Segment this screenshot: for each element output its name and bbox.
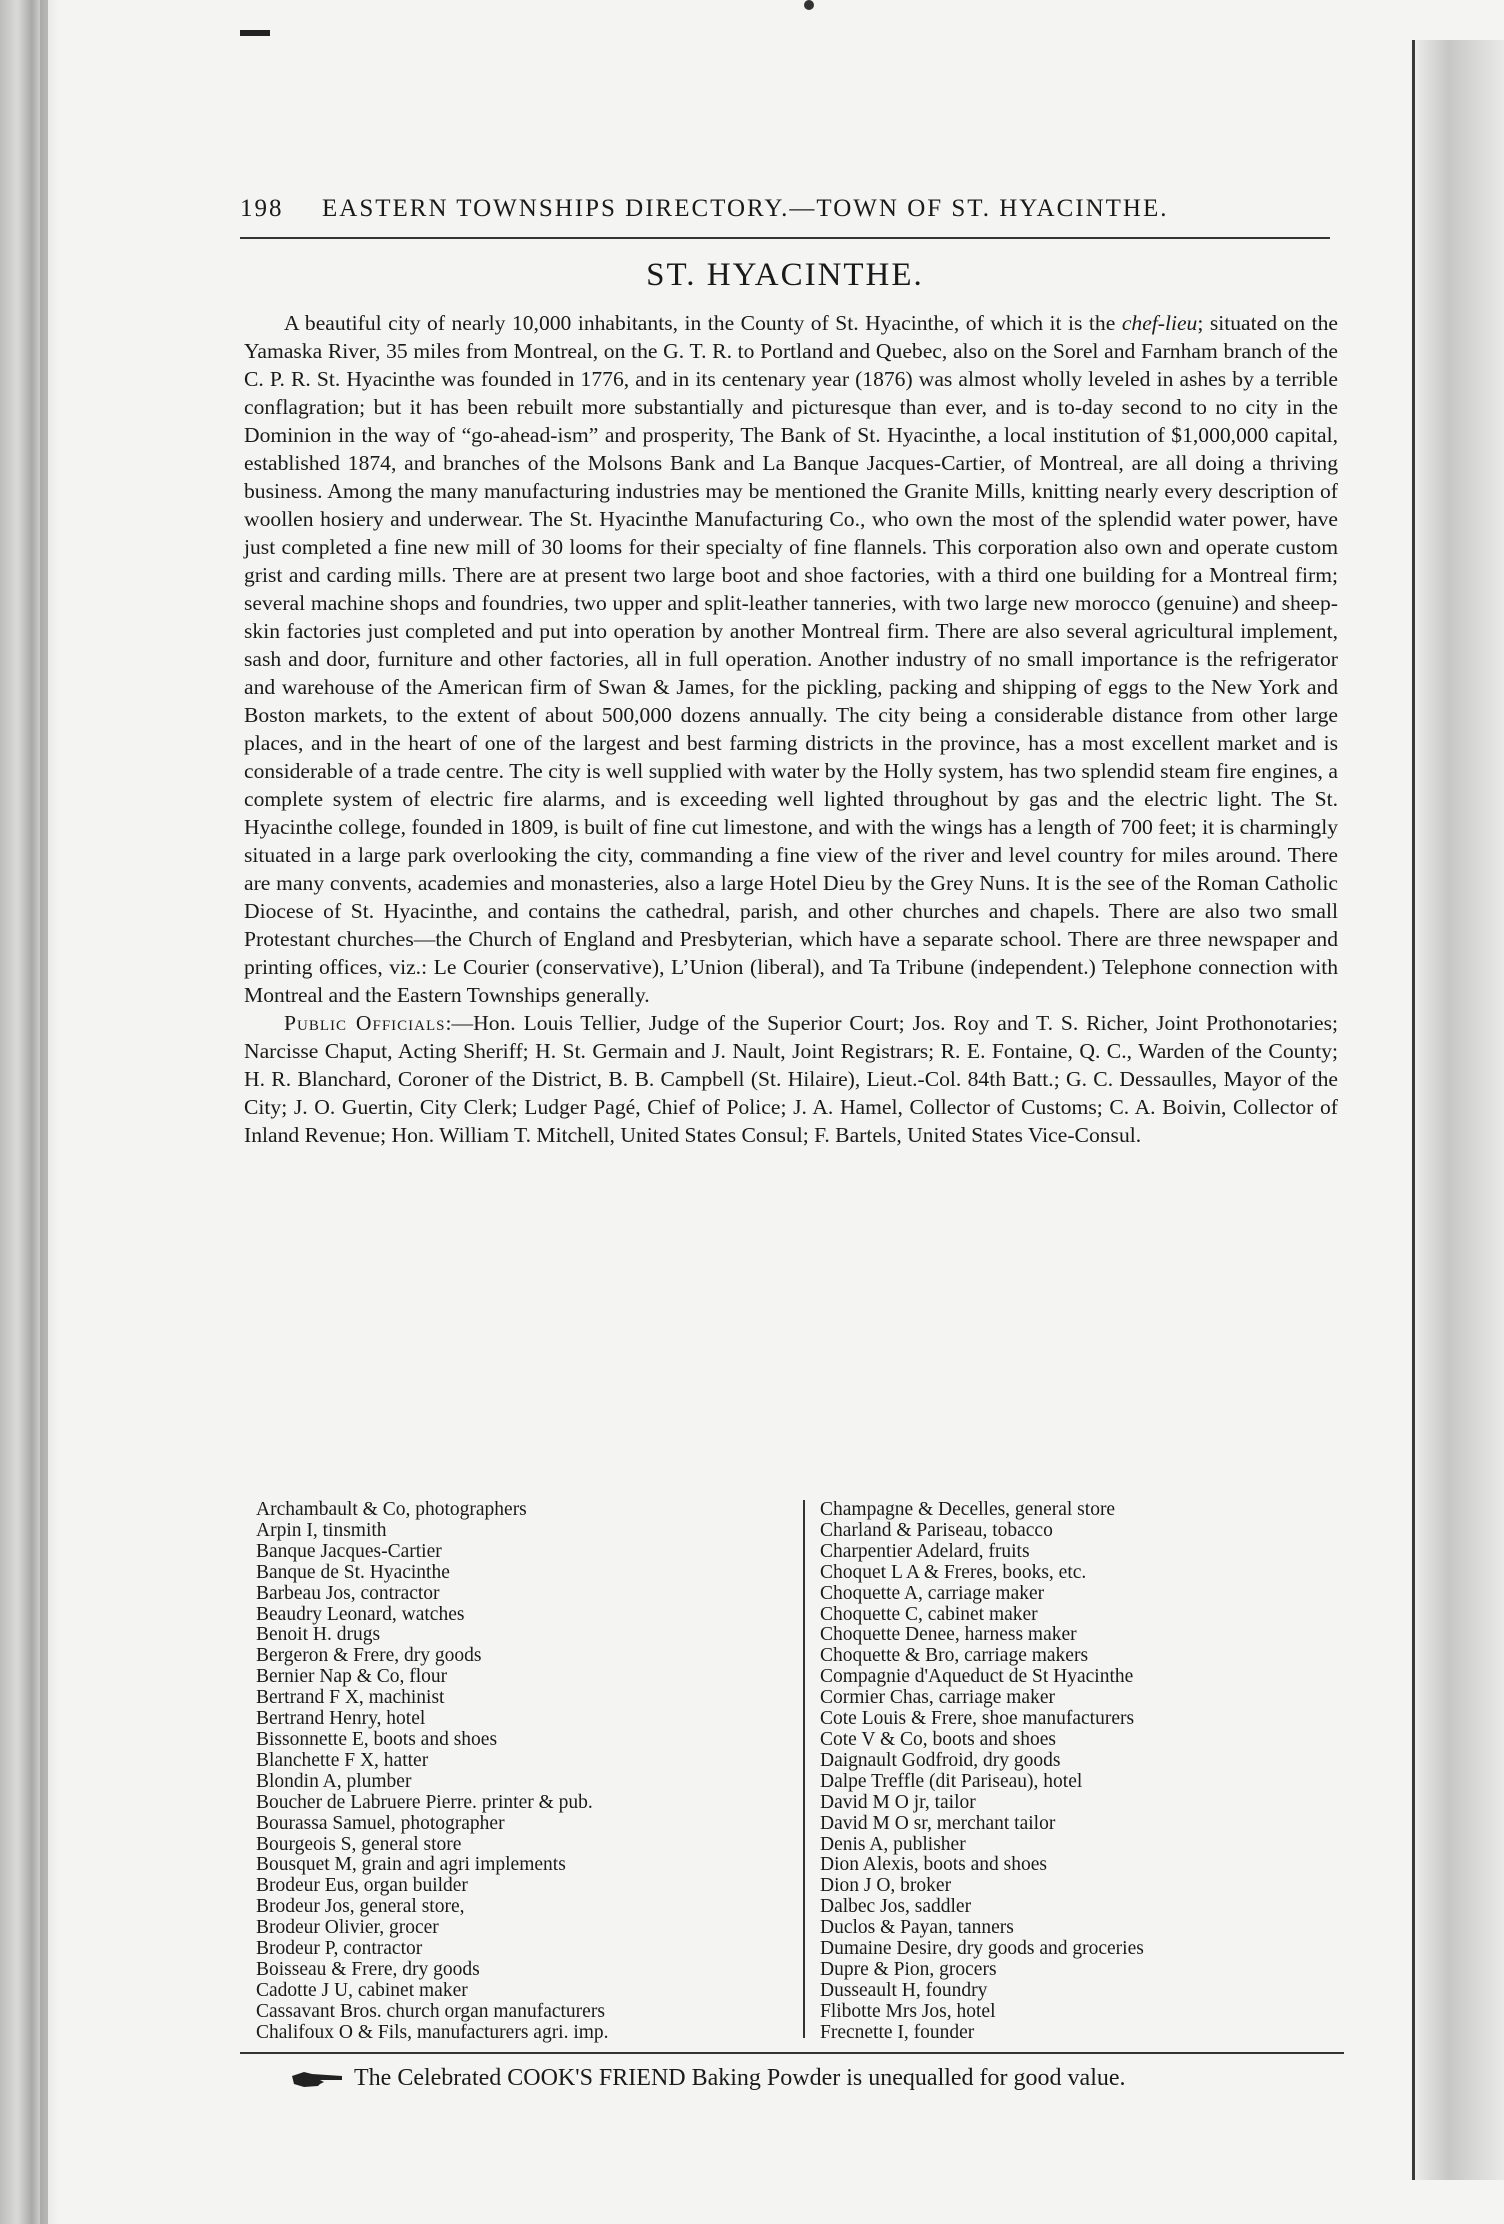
directory-column-right bbox=[820, 1500, 1360, 2044]
directory-entry: Blanchette F X, hatter bbox=[256, 1750, 429, 1771]
directory-entry: Cote V & Co, boots and shoes bbox=[820, 1729, 1056, 1750]
page-edge-line bbox=[1412, 40, 1415, 2180]
directory-entry: Bergeron & Frere, dry goods bbox=[256, 1646, 482, 1667]
directory-entry: Compagnie d'Aqueduct de St Hyacinthe bbox=[820, 1667, 1134, 1688]
description-text-2: ; situated on the Yamaska River, 35 miles from Montreal, on the G. T. R. to Portland and Quebec, also on the Sorel and Farnham branch of the C. P. R. St. Hyacinthe was founded in 1776, and in its centenary year (1876) was almost wholly leveled in ashes by a terrible conflagration; but it has been rebuilt more substantially and picturesque than ever, and is to-day second to no city in the Dominion in the way of “go-ahead-ism” and prosperity, The Bank of St. Hyacinthe, a local institution of $1,000,000 capital, established 1874, and branches of the Molsons Bank and La Banque Jacques-Cartier, of Montreal, are all doing a thriving business. Among the many manufacturing industries may be mentioned the Granite Mills, knitting nearly every description of woollen hosiery and underwear. The St. Hyacinthe Manufacturing Co., who own the most of the splendid water power, have just completed a fine new mill of 30 looms for their specialty of fine flannels. This corporation also own and operate custom grist and carding mills. There are at present two large boot and shoe factories, with a third one building for a Montreal firm; several machine shops and foundries, two upper and split-leather tanneries, with two large new morocco (genuine) and sheep-skin factories just completed and put into operation by another Montreal firm. There are also several agricultural implement, sash and door, furniture and other factories, all in full operation. Another industry of no small importance is the refrigerator and warehouse of the American firm of Swan & James, for the pickling, packing and shipping of eggs to the New York and Boston markets, to the extent of about 500,000 dozens annually. The city being a considerable distance from other large places, and in the heart of one of the largest and best farming districts in the province, has a most excellent market and is considerable of a trade centre. The city is well supplied with water by the Holly system, has two splendid steam fire engines, a complete system of electric fire alarms, and is exceeding well lighted throughout by gas and the electric light. The St. Hyacinthe college, founded in 1809, is built of fine cut limestone, and with the wings has a length of 700 feet; it is charmingly situated in a large park overlooking the city, commanding a fine view of the river and level country for miles around. There are many convents, academies and monasteries, also a large Hotel Dieu by the Grey Nuns. It is the see of the Roman Catholic Diocese of St. Hyacinthe, and contains the cathedral, parish, and other churches and chapels. There are also two small Protestant churches—the Church of England and Presbyterian, which have a separate school. There are three newspaper and printing offices, viz.: Le Courier (conservative), L’Union (liberal), and Ta Tribune (independent.) Telephone connection with Montreal and the Eastern Townships generally. bbox=[244, 311, 1338, 1007]
directory-entry: Brodeur Eus, organ builder bbox=[256, 1876, 468, 1897]
directory-entry: Charland & Pariseau, tobacco bbox=[820, 1520, 1053, 1541]
directory-entry: Cote Louis & Frere, shoe manufacturers bbox=[820, 1709, 1135, 1730]
directory-entry: Cassavant Bros. church organ manufacturers bbox=[256, 2001, 605, 2022]
description-paragraph bbox=[244, 309, 1338, 1009]
directory-entry: Chalifoux O & Fils, manufacturers agri. imp. bbox=[256, 2022, 609, 2043]
directory-column-left bbox=[256, 1500, 796, 2044]
directory-entry: Brodeur Jos, general store, bbox=[256, 1897, 465, 1918]
directory-entry: Choquette C, cabinet maker bbox=[820, 1604, 1038, 1625]
directory-entry: Banque de St. Hyacinthe bbox=[256, 1562, 450, 1583]
directory-entry: Dalpe Treffle (dit Pariseau), hotel bbox=[820, 1771, 1083, 1792]
pointing-hand-icon bbox=[290, 2068, 346, 2090]
directory-entry: Boisseau & Frere, dry goods bbox=[256, 1959, 480, 1980]
directory-entry: Brodeur P, contractor bbox=[256, 1939, 423, 1960]
book-gutter-shadow bbox=[40, 0, 48, 2224]
header-rule bbox=[240, 237, 1330, 239]
directory-entry: Bourgeois S, general store bbox=[256, 1834, 462, 1855]
directory-entry: Frecnette I, founder bbox=[820, 2022, 975, 2043]
directory-entry: Bertrand F X, machinist bbox=[256, 1688, 445, 1709]
advertisement-footer bbox=[290, 2065, 1350, 2092]
book-page-edge-right bbox=[1412, 40, 1504, 2180]
directory-entry: Charpentier Adelard, fruits bbox=[820, 1541, 1030, 1562]
directory-entry: Bertrand Henry, hotel bbox=[256, 1709, 426, 1730]
ink-dot bbox=[804, 0, 814, 10]
directory-entry: Champagne & Decelles, general store bbox=[820, 1500, 1116, 1520]
directory-entry: Dumaine Desire, dry goods and groceries bbox=[820, 1939, 1144, 1960]
directory-entry: Barbeau Jos, contractor bbox=[256, 1583, 440, 1604]
officials-paragraph bbox=[244, 1009, 1338, 1149]
directory-entry: Cadotte J U, cabinet maker bbox=[256, 1980, 468, 2001]
section-title: ST. HYACINTHE. bbox=[646, 257, 924, 293]
directory-entry: David M O jr, tailor bbox=[820, 1792, 976, 1813]
officials-label: Public Officials bbox=[284, 1011, 446, 1035]
book-gutter-left bbox=[0, 0, 58, 2224]
description-body bbox=[244, 309, 1338, 1149]
directory-entry: Blondin A, plumber bbox=[256, 1771, 412, 1792]
directory-entry: Archambault & Co, photographers bbox=[256, 1500, 527, 1520]
directory-entry: Dusseault H, foundry bbox=[820, 1980, 988, 2001]
directory-entry: Dupre & Pion, grocers bbox=[820, 1959, 997, 1980]
directory-entry: Choquette A, carriage maker bbox=[820, 1583, 1045, 1604]
running-header bbox=[240, 195, 1370, 227]
directory-entry: Boucher de Labruere Pierre. printer & pub. bbox=[256, 1792, 593, 1813]
column-divider bbox=[803, 1500, 805, 2038]
directory-entry: Dalbec Jos, saddler bbox=[820, 1897, 972, 1918]
directory-entry: Benoit H. drugs bbox=[256, 1625, 381, 1646]
directory-entry: Choquette & Bro, carriage makers bbox=[820, 1646, 1089, 1667]
directory-entry: Choquet L A & Freres, books, etc. bbox=[820, 1562, 1087, 1583]
description-text-1: A beautiful city of nearly 10,000 inhabitants, in the County of St. Hyacinthe, of which it is the bbox=[284, 311, 1122, 335]
officials-text: :—Hon. Louis Tellier, Judge of the Superior Court; Jos. Roy and T. S. Richer, Joint Prothonotaries; Narcisse Chaput, Acting Sheriff; H. St. Germain and J. Nault, Joint Registrars; R. E. Fontaine, Q. C., Warden of the County; H. R. Blanchard, Coroner of the District, B. B. Campbell (St. Hilaire), Lieut.-Col. 84th Batt.; G. C. Dessaulles, Mayor of the City; J. O. Guertin, City Clerk; Ludger Pagé, Chief of Police; J. A. Hamel, Collector of Customs; C. A. Boivin, Collector of Inland Revenue; Hon. William T. Mitchell, United States Consul; F. Bartels, United States Vice-Consul. bbox=[244, 1011, 1338, 1147]
header-title: EASTERN TOWNSHIPS DIRECTORY.—TOWN OF ST. HYACINTHE. bbox=[322, 195, 1169, 222]
directory-entry: Arpin I, tinsmith bbox=[256, 1520, 387, 1541]
description-italic: chef-lieu bbox=[1121, 311, 1198, 335]
directory-entry: Denis A, publisher bbox=[820, 1834, 966, 1855]
page-number: 198 bbox=[240, 195, 284, 222]
directory-entry: Dion J O, broker bbox=[820, 1876, 952, 1897]
directory-entry: Duclos & Payan, tanners bbox=[820, 1918, 1014, 1939]
ink-mark bbox=[240, 30, 270, 36]
directory-entry: Bernier Nap & Co, flour bbox=[256, 1667, 448, 1688]
directory-entry: Banque Jacques-Cartier bbox=[256, 1541, 442, 1562]
directory-entry: Brodeur Olivier, grocer bbox=[256, 1918, 439, 1939]
footer-rule bbox=[240, 2052, 1344, 2054]
directory-entry: Flibotte Mrs Jos, hotel bbox=[820, 2001, 996, 2022]
directory-entry: Bourassa Samuel, photographer bbox=[256, 1813, 505, 1834]
directory-entry: Daignault Godfroid, dry goods bbox=[820, 1750, 1061, 1771]
directory-entry: Choquette Denee, harness maker bbox=[820, 1625, 1077, 1646]
directory-entry: Beaudry Leonard, watches bbox=[256, 1604, 465, 1625]
directory-entry: Bissonnette E, boots and shoes bbox=[256, 1729, 498, 1750]
directory-entry: Bousquet M, grain and agri implements bbox=[256, 1855, 566, 1876]
directory-entry: Dion Alexis, boots and shoes bbox=[820, 1855, 1047, 1876]
directory-entry: David M O sr, merchant tailor bbox=[820, 1813, 1056, 1834]
directory-entry: Cormier Chas, carriage maker bbox=[820, 1688, 1055, 1709]
footer-text: The Celebrated COOK'S FRIEND Baking Powder is unequalled for good value. bbox=[354, 2065, 1126, 2091]
